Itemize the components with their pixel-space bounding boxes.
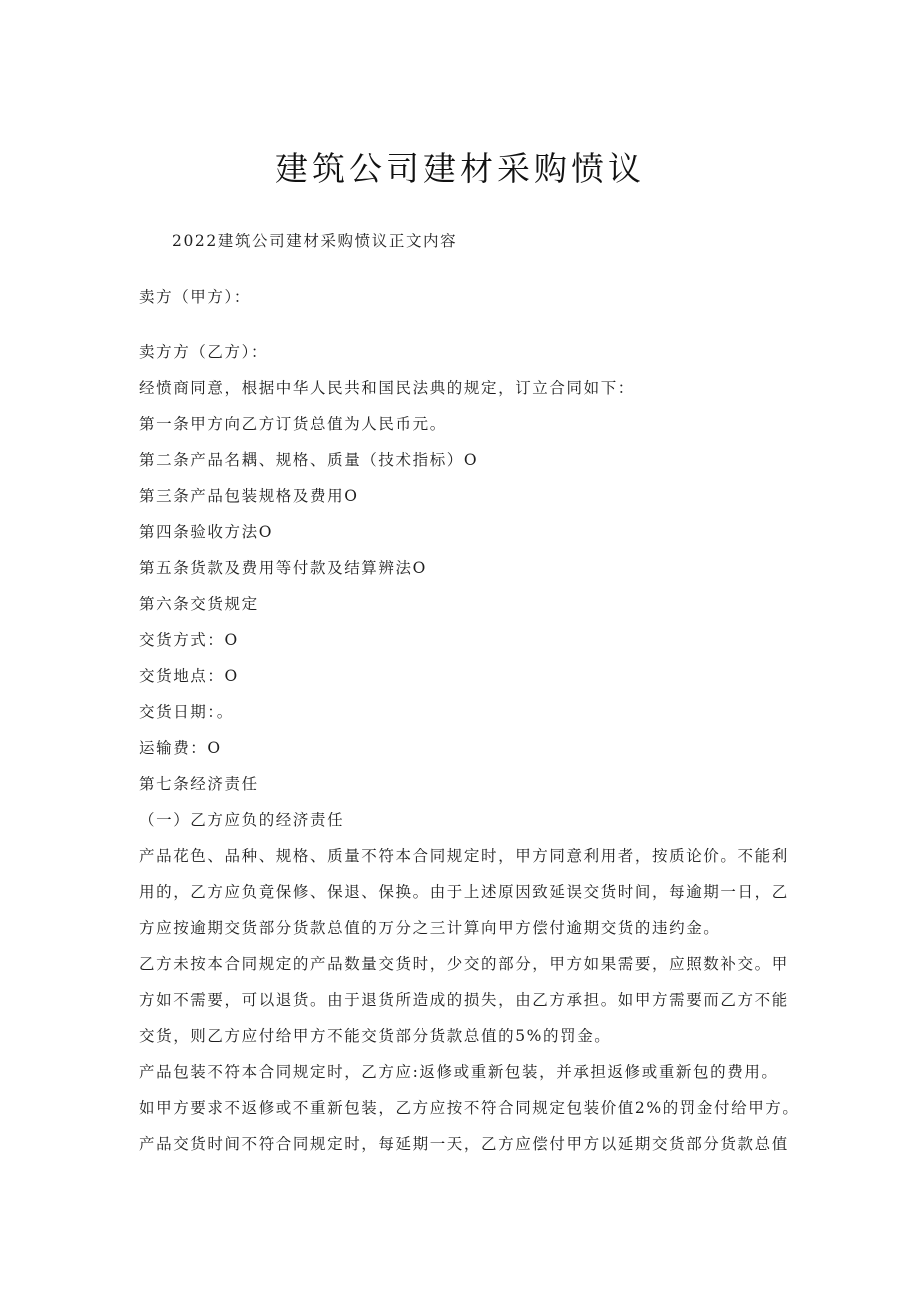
paragraph-line: 用的，乙方应负竟保修、保退、保换。由于上述原因致延误交货时间，每逾期一日，乙 xyxy=(139,883,789,901)
article-4: 第四条验收方法O xyxy=(139,523,274,541)
article-1: 第一条甲方向乙方订货总值为人民币元。 xyxy=(139,415,447,433)
delivery-location: 交货地点：O xyxy=(139,667,239,685)
article-2: 第二条产品名耦、规格、质量（技术指标）O xyxy=(139,451,479,469)
buyer-party-b: 卖方方（乙方）： xyxy=(139,343,269,361)
party-b-liability-heading: （一）乙方应负的经济责任 xyxy=(139,811,345,829)
seller-party-a: 卖方（甲方）： xyxy=(139,288,251,306)
paragraph-line: 产品花色、品种、规格、质量不符本合同规定时，甲方同意利用者，按质论价。不能利 xyxy=(139,847,789,865)
paragraph-line: 产品包装不符本合同规定时，乙方应:返修或重新包装，并承担返修或重新包的费用。 xyxy=(139,1063,779,1081)
paragraph-line: 产品交货时间不符合同规定时，每延期一天，乙方应偿付甲方以延期交货部分货款总值 xyxy=(139,1135,789,1153)
article-7: 第七条经济责任 xyxy=(139,775,259,793)
article-3: 第三条产品包装规格及费用O xyxy=(139,487,359,505)
paragraph-line: 交货，则乙方应付给甲方不能交货部分货款总值的5%的罚金。 xyxy=(139,1027,612,1045)
transport-fee: 运输费：O xyxy=(139,739,222,757)
delivery-date: 交货日期：。 xyxy=(139,703,234,721)
paragraph-line: 方应按逾期交货部分货款总值的万分之三计算向甲方偿付逾期交货的违约金。 xyxy=(139,919,721,937)
paragraph-line: 方如不需要，可以退货。由于退货所造成的损失，由乙方承担。如甲方需要而乙方不能 xyxy=(139,991,789,1009)
document-title: 建筑公司建材采购愤议 xyxy=(275,149,645,188)
delivery-method: 交货方式：O xyxy=(139,631,239,649)
document-subtitle: 2022建筑公司建材采购愤议正文内容 xyxy=(172,232,458,250)
article-5: 第五条货款及费用等付款及结算辨法O xyxy=(139,559,427,577)
paragraph-line: 如甲方要求不返修或不重新包装，乙方应按不符合同规定包装价值2%的罚金付给甲方。 xyxy=(139,1099,800,1117)
paragraph-line: 乙方未按本合同规定的产品数量交货时，少交的部分，甲方如果需要，应照数补交。甲 xyxy=(139,955,789,973)
article-6: 第六条交货规定 xyxy=(139,595,259,613)
agreement-intro: 经愤商同意，根据中华人民共和国民法典的规定，订立合同如下： xyxy=(139,379,635,397)
